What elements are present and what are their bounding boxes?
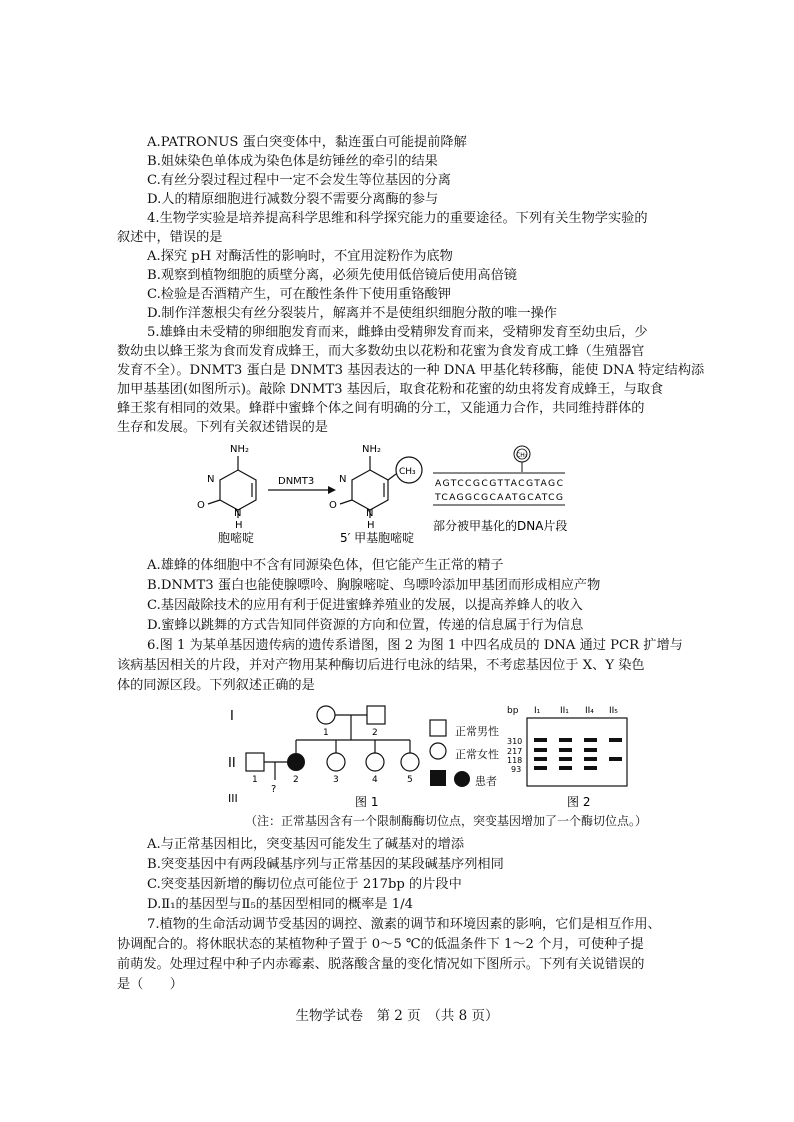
pedigree-I1-female bbox=[317, 706, 335, 724]
q3-option-c: C.有丝分裂过程过程中一定不会发生等位基因的分离 bbox=[147, 173, 451, 188]
methyl-n1: N bbox=[366, 508, 374, 519]
legend-patient-square-icon bbox=[430, 770, 446, 786]
legend-patient-label: 患者 bbox=[475, 775, 497, 788]
gel-band bbox=[584, 738, 597, 742]
q3-option-a: A.PATRONUS 蛋白突变体中，黏连蛋白可能提前降解 bbox=[147, 135, 467, 150]
pedigree-num: 4 bbox=[372, 775, 378, 785]
q7-stem-line2: 协调配合的。将休眠状态的某植物种子置于 0～5 ℃的低温条件下 1～2 个月，可使种子提 bbox=[117, 937, 644, 952]
q5-stem-line3: 发育不全）。DNMT3 蛋白是 DNMT3 基因表达的一种 DNA 甲基化转移酶，能使 DNA 特定结构添 bbox=[117, 363, 705, 378]
q5-option-c: C.基因敲除技术的应用有利于促进蜜蜂养殖业的发展，以提高养蜂人的收入 bbox=[147, 598, 583, 613]
q5-stem-line2: 数幼虫以蜂王浆为食而发育成蜂王，而大多数幼虫以花粉和花蜜为食发育成工蜂（生殖器官 bbox=[117, 344, 645, 359]
cytosine-n1: N bbox=[234, 508, 242, 519]
q7-stem-line4: 是（ ） bbox=[117, 977, 183, 992]
q6-option-b: B.突变基因中有两段碱基序列与正常基因的某段碱基序列相同 bbox=[147, 857, 504, 872]
gel-lane-label: II₁ bbox=[560, 706, 569, 716]
gel-band bbox=[584, 748, 597, 752]
methyl-h: H bbox=[367, 520, 375, 531]
arrow-head-icon bbox=[328, 486, 336, 494]
pedigree-II2-affected-female bbox=[287, 753, 305, 771]
legend-female-circle-icon bbox=[430, 743, 446, 759]
q6-option-c: C.突变基因新增的酶切位点可能位于 217bp 的片段中 bbox=[147, 877, 462, 892]
q5-stem-line5: 蜂王浆有相同的效果。蜂群中蜜蜂个体之间有明确的分工，又能通力合作，共同维持群体的 bbox=[117, 401, 645, 416]
q6-stem-line2: 该病基因相关的片段，并对产物用某种酶切后进行电泳的结果，不考虑基因位于 X、Y 染色 bbox=[117, 658, 645, 673]
q4-option-b: B.观察到植物细胞的质壁分离，必须先使用低倍镜后使用高倍镜 bbox=[147, 268, 517, 283]
q7-stem-line3: 前萌发。处理过程中种子内赤霉素、脱落酸含量的变化情况如下图所示。下列有关说错误的 bbox=[117, 957, 645, 972]
gel-bands bbox=[534, 738, 622, 770]
legend-patient-circle bbox=[453, 770, 473, 790]
gen-II-label: II bbox=[228, 756, 236, 771]
pedigree-II4-female bbox=[366, 753, 384, 771]
q6-stem-line3: 体的同源区段。下列叙述正确的是 bbox=[117, 678, 315, 693]
dna-bottom-strand: TCAGGCGCAATGCATCG bbox=[435, 492, 563, 503]
gel-band bbox=[534, 766, 547, 770]
cytosine-n3: N bbox=[207, 474, 215, 485]
gel-band bbox=[609, 757, 622, 761]
cytosine-structure bbox=[208, 456, 256, 518]
pedigree-num: 1 bbox=[252, 775, 258, 785]
pedigree-question: ? bbox=[271, 784, 277, 795]
gel-band bbox=[559, 757, 572, 761]
q7-stem-line1: 7.植物的生命活动调节受基因的调控、激素的调节和环境因素的影响，它们是相互作用、 bbox=[147, 917, 661, 932]
q5-stem-line4: 加甲基基团(如图所示)。敲除 DNMT3 基因后，取食花粉和花蜜的幼虫将发育成蜂王，与取食 bbox=[117, 382, 664, 397]
pedigree-II3-female bbox=[327, 753, 345, 771]
methyl-o: O bbox=[329, 500, 337, 511]
page-footer: 生物学试卷 第 2 页 （共 8 页） bbox=[295, 1008, 499, 1024]
methyl-n3: N bbox=[339, 474, 347, 485]
pedigree-num: 1 bbox=[323, 728, 329, 738]
enzyme-label: DNMT3 bbox=[278, 476, 315, 487]
gel-size-label: 118 bbox=[507, 756, 523, 765]
gel-size-label: 93 bbox=[511, 765, 522, 774]
cytosine-label: 胞嘧啶 bbox=[218, 531, 255, 545]
gel-band bbox=[534, 757, 547, 761]
gel-size-label: 217 bbox=[507, 747, 523, 756]
pedigree-num: 5 bbox=[407, 775, 413, 785]
q6-option-d: D.Ⅱ₁的基因型与Ⅱ₅的基因型相同的概率是 1/4 bbox=[147, 897, 414, 912]
gel-band bbox=[559, 766, 572, 770]
gel-lane-label: I₁ bbox=[534, 706, 541, 716]
gen-III-label: III bbox=[228, 792, 238, 805]
dna-ch3: CH₃ bbox=[516, 452, 528, 459]
fig1-caption: 图 1 bbox=[355, 795, 379, 809]
legend-female-label: 正常女性 bbox=[455, 748, 499, 761]
methyl-ch3: CH₃ bbox=[399, 467, 416, 477]
gel-lane-label: II₅ bbox=[609, 706, 618, 716]
gen-I-label: I bbox=[230, 709, 234, 724]
q4-stem-line1: 4.生物学实验是培养提高科学思维和科学探究能力的重要途径。下列有关生物学实验的 bbox=[147, 211, 648, 226]
pedigree-num: 2 bbox=[293, 775, 299, 785]
q5-option-b: B.DNMT3 蛋白也能使腺嘌呤、胸腺嘧啶、鸟嘌呤添加甲基团而形成相应产物 bbox=[147, 578, 601, 593]
gel-bp-label: bp bbox=[507, 706, 519, 716]
fig2-caption: 图 2 bbox=[567, 795, 591, 809]
q5-stem-line1: 5.雄蜂由未受精的卵细胞发育而来，雌蜂由受精卵发育而来，受精卵发育至幼虫后，少 bbox=[147, 325, 648, 340]
methylation-figure bbox=[190, 438, 590, 546]
legend-male-label: 正常男性 bbox=[455, 725, 499, 738]
gel-band bbox=[534, 738, 547, 742]
q3-option-d: D.人的精原细胞进行减数分裂不需要分离酶的参与 bbox=[147, 192, 439, 207]
pedigree-II1-male bbox=[246, 753, 264, 771]
methyl-nh2: NH₂ bbox=[362, 444, 382, 455]
q5-option-d: D.蜜蜂以跳舞的方式告知同伴资源的方向和位置，传递的信息属于行为信息 bbox=[147, 618, 584, 633]
q6-note: （注：正常基因含有一个限制酶酶切位点，突变基因增加了一个酶切位点。） bbox=[245, 814, 648, 828]
q5-stem-line6: 生存和发展。下列有关叙述错误的是 bbox=[117, 420, 328, 435]
cytosine-o: O bbox=[197, 500, 205, 511]
legend-male-square-icon bbox=[430, 720, 446, 736]
gel-band bbox=[559, 748, 572, 752]
q4-stem-line2: 叙述中，错误的是 bbox=[117, 230, 223, 245]
gel-band bbox=[584, 766, 597, 770]
q4-option-d: D.制作洋葱根尖有丝分裂装片，解离并不是使组织细胞分散的唯一操作 bbox=[147, 306, 557, 321]
gel-band bbox=[534, 748, 547, 752]
q5-option-a: A.雄蜂的体细胞中不含有同源染色体，但它能产生正常的精子 bbox=[147, 558, 504, 573]
dna-label: 部分被甲基化的DNA片段 bbox=[433, 519, 568, 533]
q4-option-c: C.检验是否酒精产生，可在酸性条件下使用重铬酸钾 bbox=[147, 287, 451, 302]
gel-size-label: 310 bbox=[507, 737, 523, 746]
pedigree-II5-female bbox=[401, 753, 419, 771]
cytosine-h: H bbox=[235, 520, 243, 531]
cytosine-nh2: NH₂ bbox=[230, 444, 250, 455]
pedigree-num: 3 bbox=[333, 775, 339, 785]
dna-top-strand: AGTCCGCGTTACGTAGC bbox=[435, 478, 563, 489]
pedigree-num: 2 bbox=[372, 728, 378, 738]
gel-band bbox=[559, 738, 572, 742]
gel-band bbox=[584, 757, 597, 761]
methylcytosine-structure bbox=[340, 456, 422, 518]
gel-lane-label: II₄ bbox=[585, 706, 594, 716]
methylcytosine-label: 5′ 甲基胞嘧啶 bbox=[340, 531, 415, 545]
q4-option-a: A.探究 pH 对酶活性的影响时，不宜用淀粉作为底物 bbox=[147, 249, 453, 264]
gel-electrophoresis bbox=[505, 700, 640, 810]
q6-option-a: A.与正常基因相比，突变基因可能发生了碱基对的增添 bbox=[147, 837, 465, 852]
gel-band bbox=[609, 738, 622, 742]
q6-stem-line1: 6.图 1 为某单基因遗传病的遗传系谱图，图 2 为图 1 中四名成员的 DNA 通过 PCR 扩增与 bbox=[147, 638, 683, 653]
pedigree-I2-male bbox=[367, 706, 385, 724]
q3-option-b: B.姐妹染色单体成为染色体是纺锤丝的牵引的结果 bbox=[147, 154, 438, 169]
